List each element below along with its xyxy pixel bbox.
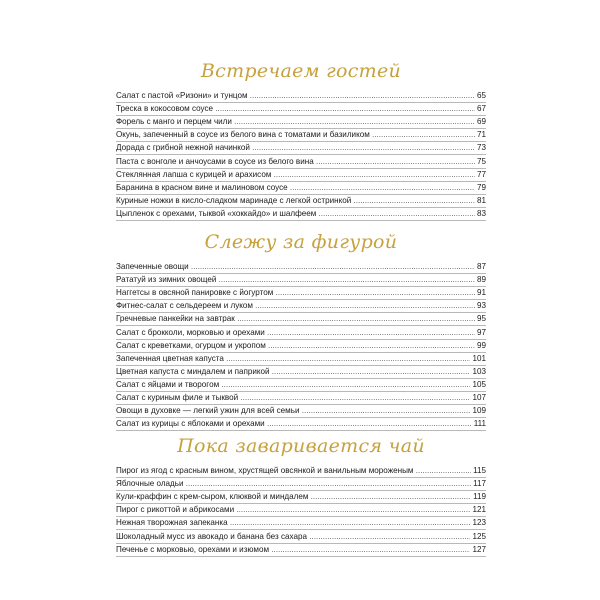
toc-entry[interactable] [116,465,486,478]
toc-entry[interactable] [116,313,486,326]
toc-entry-title: Салат с яйцами и творогом ..... [116,379,470,391]
toc-entry-title: Баранина в красном вине и малиновом соусе ..... [116,182,475,194]
toc-entry[interactable] [116,142,486,155]
toc-list [116,465,486,557]
toc-entry[interactable] [116,129,486,142]
toc-entry-title: Треска в кокосовом соусе ..... [116,103,475,115]
toc-entry-page-number: 117 [473,479,486,489]
toc-entry-page-number: 89 [476,275,486,285]
toc-entry-page-number: 127 [472,544,486,554]
toc-entry-title: Шоколадный мусс из авокадо и банана без сахара ..... [116,531,470,543]
toc-entry[interactable] [116,392,486,405]
toc-entry-title: Печенье с морковью, орехами и изюмом ..... [116,544,470,556]
toc-entry-title: Цыпленок с орехами, тыквой «хоккайдо» и шалфеем ..... [116,208,475,220]
toc-entry[interactable] [116,103,486,116]
toc-entry-title: Салат с пастой «Ризони» и тунцом ..... [116,90,475,102]
toc-entry-page-number: 75 [476,156,486,166]
toc-entry-page-number: 93 [476,301,486,311]
toc-entry-title: Окунь, запеченный в соусе из белого вина с томатами и базиликом ..... [116,129,475,141]
toc-entry-page-number: 73 [476,143,486,153]
toc-entry-title: Форель с манго и перцем чили ..... [116,116,475,128]
toc-section-guests [116,58,486,221]
toc-entry-title: Запеченные овощи ..... [116,261,475,273]
toc-entry-page-number: 97 [476,327,486,337]
toc-entry[interactable] [116,530,486,543]
toc-entry-page-number: 91 [476,288,486,298]
toc-entry-page-number: 87 [476,262,486,272]
toc-entry-page-number: 119 [473,492,486,502]
toc-entry-title: Фитнес-салат с сельдереем и луком ..... [116,300,475,312]
toc-entry-page-number: 79 [476,182,486,192]
toc-entry[interactable] [116,261,486,274]
section-heading: Слежу за фигурой [204,231,398,253]
toc-entry-page-number: 83 [476,208,486,218]
toc-entry-title: Запеченная цветная капуста ..... [116,353,470,365]
toc-entry[interactable] [116,287,486,300]
toc-entry-page-number: 107 [472,393,486,403]
toc-entry[interactable] [116,340,486,353]
toc-entry-page-number: 95 [476,314,486,324]
toc-entry-title: Пирог из ягод с красным вином, хрустящей овсянкой и ванильным мороженым ..... [116,465,471,477]
toc-entry[interactable] [116,405,486,418]
toc-entry[interactable] [116,478,486,491]
toc-list [116,261,486,431]
toc-entry-title: Овощи в духовке — легкий ужин для всей семьи ..... [116,405,470,417]
toc-entry-title: Паста с вонголе и анчоусами в соусе из белого вина ..... [116,156,475,168]
toc-list [116,90,486,221]
toc-entry[interactable] [116,195,486,208]
toc-entry-title: Стеклянная лапша с курицей и арахисом ..... [116,169,475,181]
toc-section-tea [116,433,486,557]
toc-entry[interactable] [116,379,486,392]
toc-entry-title: Кули-краффин с крем-сыром, клюквой и миндалем ..... [116,491,471,503]
toc-entry-title: Пирог с рикоттой и абрикосами ..... [116,504,470,516]
toc-entry-page-number: 109 [472,406,486,416]
toc-entry-page-number: 65 [476,91,486,101]
section-heading: Встречаем гостей [200,60,402,82]
toc-entry-title: Рататуй из зимних овощей ..... [116,274,475,286]
toc-section-fitness [116,229,486,431]
toc-entry-title: Нежная творожная запеканка ..... [116,517,470,529]
toc-entry[interactable] [116,208,486,221]
toc-entry-page-number: 77 [476,169,486,179]
toc-entry-page-number: 99 [476,340,486,350]
toc-entry-title: Дорада с грибной нежной начинкой ..... [116,142,475,154]
toc-entry[interactable] [116,90,486,103]
toc-entry-title: Цветная капуста с миндалем и паприкой ..... [116,366,470,378]
toc-entry[interactable] [116,155,486,168]
toc-entry[interactable] [116,418,486,431]
toc-entry-title: Куриные ножки в кисло-сладком маринаде с легкой остринкой ..... [116,195,475,207]
toc-entry[interactable] [116,366,486,379]
toc-entry[interactable] [116,504,486,517]
toc-entry-page-number: 67 [476,104,486,114]
toc-entry-title: Салат с брокколи, морковью и орехами ..... [116,327,475,339]
toc-entry[interactable] [116,353,486,366]
toc-entry-title: Салат с куриным филе и тыквой ..... [116,392,470,404]
toc-entry-title: Салат с креветками, огурцом и укропом ..... [116,340,475,352]
toc-entry-page-number: 101 [472,353,486,363]
toc-entry-title: Наггетсы в овсяной панировке с йогуртом ..... [116,287,475,299]
toc-entry-page-number: 103 [472,366,486,376]
section-heading: Пока заваривается чай [177,435,425,457]
toc-entry-page-number: 111 [473,419,486,429]
toc-entry[interactable] [116,274,486,287]
toc-entry[interactable] [116,116,486,129]
toc-entry-title: Гречневые панкейки на завтрак ..... [116,313,475,325]
toc-entry[interactable] [116,491,486,504]
toc-entry[interactable] [116,182,486,195]
toc-entry-title: Яблочные оладьи ..... [116,478,471,490]
toc-entry[interactable] [116,300,486,313]
toc-entry[interactable] [116,544,486,557]
toc-entry-page-number: 121 [472,505,486,515]
toc-entry[interactable] [116,326,486,339]
toc-entry-page-number: 105 [472,379,486,389]
toc-entry-page-number: 81 [476,195,486,205]
toc-entry[interactable] [116,517,486,530]
toc-entry-page-number: 125 [472,531,486,541]
toc-entry-page-number: 123 [472,518,486,528]
toc-entry-page-number: 69 [476,117,486,127]
toc-entry-page-number: 71 [476,130,486,140]
toc-entry-page-number: 115 [473,466,486,476]
toc-entry[interactable] [116,169,486,182]
toc-entry-title: Салат из курицы с яблоками и орехами ..... [116,418,472,430]
